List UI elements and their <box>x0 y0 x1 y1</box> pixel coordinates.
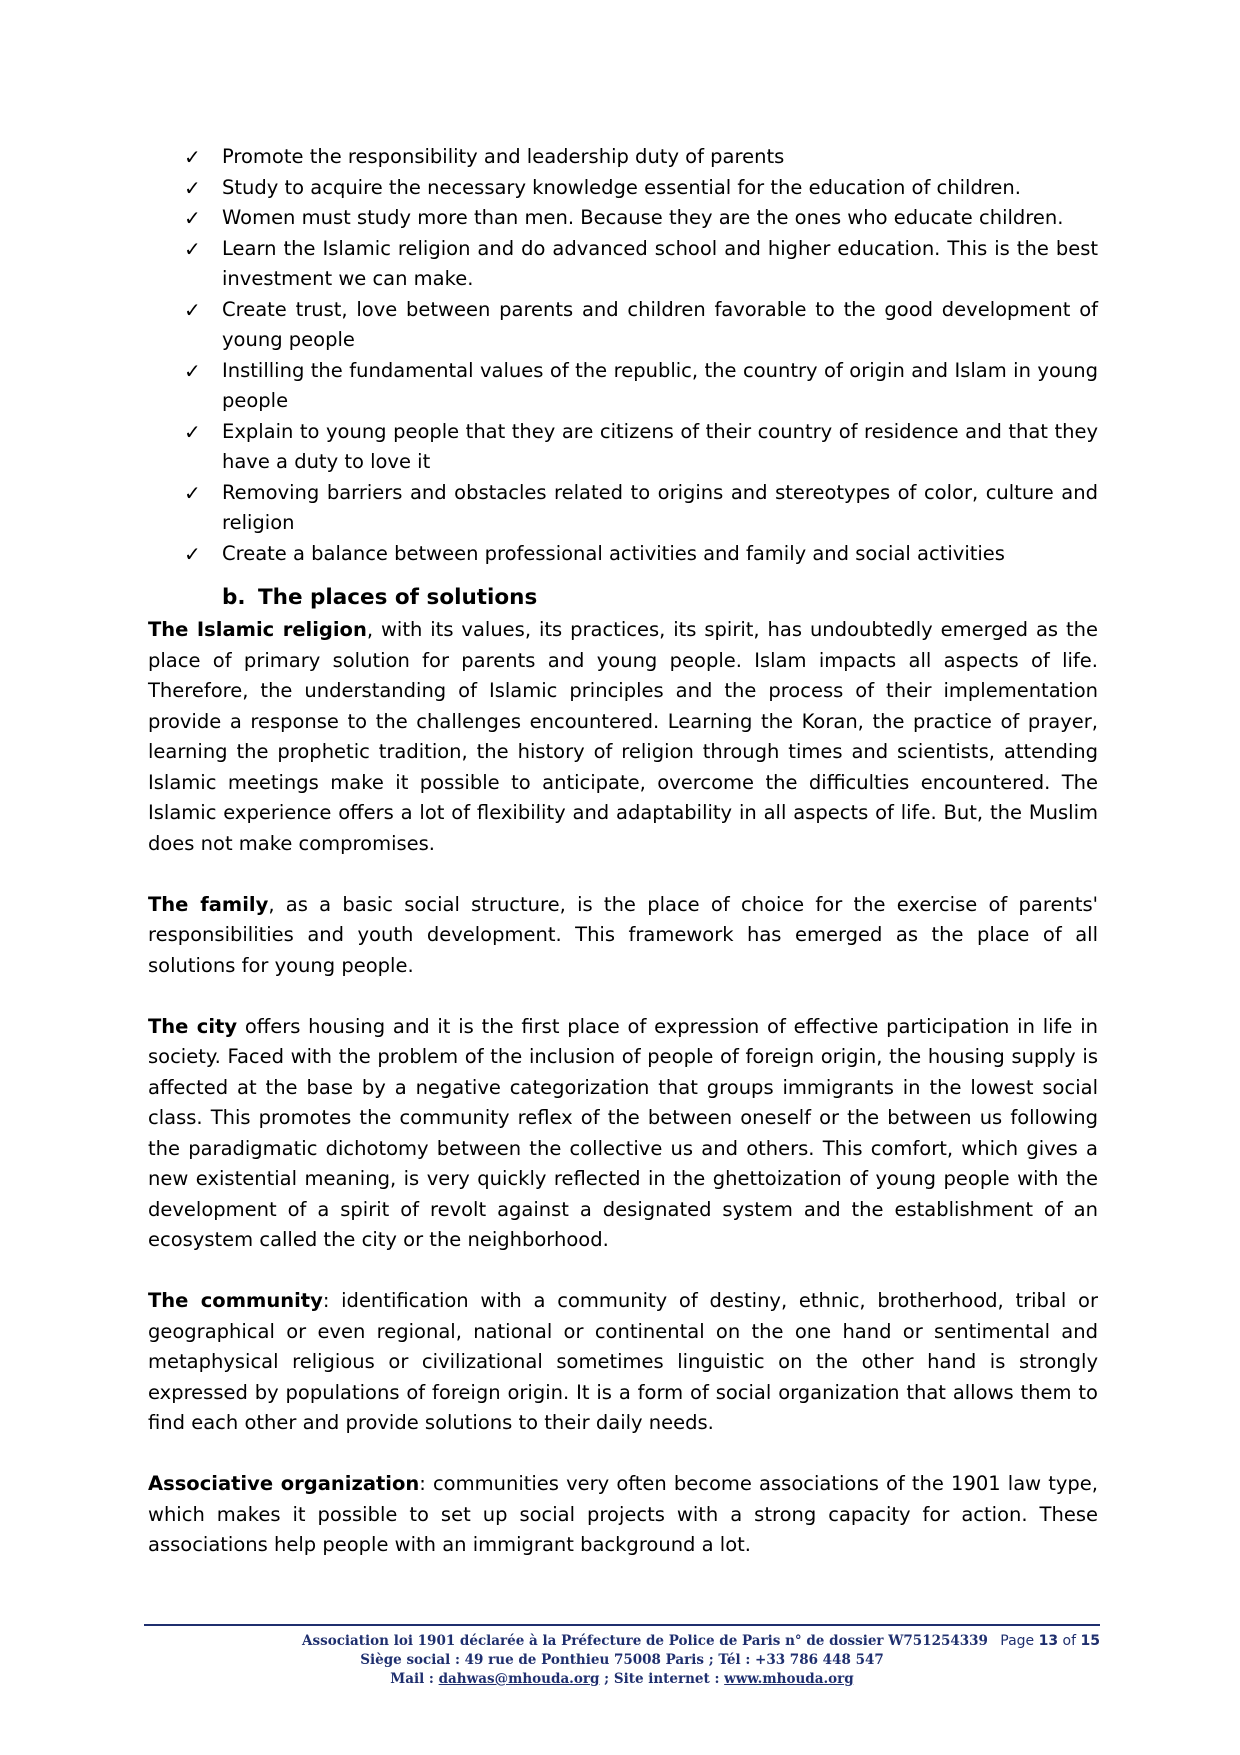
paragraph-city <box>148 1012 1098 1256</box>
paragraph-text: , as a basic social structure, is the place of choice for the exercise of parents' responsibilities and youth development. This framework has emerged as the place of all solutions for young people. <box>148 892 1098 977</box>
paragraph-term: The Islamic religion <box>148 618 367 641</box>
checklist-item-text: Study to acquire the necessary knowledge essential for the education of children. <box>222 175 1021 199</box>
checklist-item <box>148 539 1098 570</box>
checklist-item <box>148 203 1098 234</box>
checklist-item <box>148 234 1098 295</box>
paragraph-family <box>148 890 1098 982</box>
checklist-item <box>148 173 1098 204</box>
checklist-item-text: Removing barriers and obstacles related to origins and stereotypes of color, culture and religion <box>222 480 1098 534</box>
footer-line-association <box>144 1632 1100 1651</box>
page-number <box>1000 1632 1100 1651</box>
checklist-item-text: Learn the Islamic religion and do advanced school and higher education. This is the best investment we can make. <box>222 236 1098 290</box>
checklist-item-text: Create a balance between professional activities and family and social activities <box>222 541 1005 565</box>
footer-line-address: Siège social : 49 rue de Ponthieu 75008 Paris ; Tél : +33 786 448 547 <box>360 1652 884 1668</box>
checklist-item <box>148 478 1098 539</box>
checklist-item <box>148 356 1098 417</box>
footer-email-link[interactable]: dahwas@mhouda.org <box>438 1671 600 1687</box>
footer-line-contact <box>144 1670 1100 1689</box>
checkmark-icon: ✓ <box>184 419 201 444</box>
paragraph-islamic-religion <box>148 615 1098 859</box>
checklist-item <box>148 295 1098 356</box>
paragraph-associative-organization <box>148 1469 1098 1561</box>
footer-divider <box>144 1624 1100 1626</box>
checklist-item-text: Promote the responsibility and leadership duty of parents <box>222 145 785 168</box>
page-content <box>148 142 1098 1561</box>
checkmark-icon: ✓ <box>184 145 201 169</box>
section-letter: b. <box>222 585 246 610</box>
footer-website-link[interactable]: www.mhouda.org <box>724 1671 854 1687</box>
page-prefix: Page <box>1000 1633 1039 1649</box>
paragraph-term: The community <box>148 1289 323 1312</box>
checkmark-icon: ✓ <box>184 175 201 200</box>
paragraph-term: The family <box>148 892 269 916</box>
paragraph-text: , with its values, its practices, its spirit, has undoubtedly emerged as the place of primary solution for parents and young people. Islam impacts all aspects of life. Therefore, the understanding of Islamic principles and the process of their implementation provide a response to the challenges encountered. Learning the Koran, the practice of prayer, learning the prophetic tradition, the history of religion through times and scientists, attending Islamic meetings make it possible to anticipate, overcome the difficulties encountered. The Islamic experience offers a lot of flexibility and adaptability in all aspects of life. But, the Muslim does not make compromises. <box>148 618 1098 855</box>
checkmark-icon: ✓ <box>184 297 201 322</box>
checklist <box>148 142 1098 569</box>
checklist-item-text: Explain to young people that they are citizens of their country of residence and that they have a duty to love it <box>222 419 1098 473</box>
paragraph-text: : identification with a community of destiny, ethnic, brotherhood, tribal or geographical or even regional, national or continental on the one hand or sentimental and metaphysical religious or civilizational sometimes linguistic on the other hand is strongly expressed by populations of foreign origin. It is a form of social organization that allows them to find each other and provide solutions to their daily needs. <box>148 1289 1098 1434</box>
footer-association-text: Association loi 1901 déclarée à la Préfecture de Police de Paris n° de dossier W751254339 <box>302 1633 988 1649</box>
section-title: The places of solutions <box>258 585 538 610</box>
checklist-item <box>148 142 1098 173</box>
checklist-item-text: Women must study more than men. Because they are the ones who educate children. <box>222 206 1064 229</box>
checkmark-icon: ✓ <box>184 206 201 230</box>
page-current: 13 <box>1038 1633 1059 1649</box>
checklist-item <box>148 417 1098 478</box>
section-heading <box>148 581 1098 615</box>
checkmark-icon: ✓ <box>184 541 201 566</box>
paragraph-term: The city <box>148 1014 238 1038</box>
checkmark-icon: ✓ <box>184 358 201 383</box>
checklist-item-text: Create trust, love between parents and children favorable to the good development of young people <box>222 297 1098 351</box>
page-total: 15 <box>1080 1633 1100 1649</box>
paragraph-text: offers housing and it is the first place of expression of effective participation in life in society. Faced with the problem of the inclusion of people of foreign origin, the housing supply is affected at the base by a negative categorization that groups immigrants in the lowest social class. This promotes the community reflex of the between oneself or the between us following the paradigmatic dichotomy between the collective us and others. This comfort, which gives a new existential meaning, is very quickly reflected in the ghettoization of young people with the development of a spirit of revolt against a designated system and the establishment of an ecosystem called the city or the neighborhood. <box>148 1014 1098 1251</box>
page-footer <box>144 1624 1100 1689</box>
paragraph-text: : communities very often become associations of the 1901 law type, which makes it possible to set up social projects with a strong capacity for action. These associations help people with an immigrant background a lot. <box>148 1472 1099 1556</box>
footer-site-label: ; Site internet : <box>599 1671 725 1687</box>
paragraph-term: Associative organization <box>148 1472 420 1495</box>
page-of: of <box>1058 1633 1081 1649</box>
checklist-item-text: Instilling the fundamental values of the republic, the country of origin and Islam in young people <box>222 358 1098 412</box>
checkmark-icon: ✓ <box>184 480 201 505</box>
checkmark-icon: ✓ <box>184 236 201 261</box>
paragraph-community <box>148 1286 1098 1439</box>
footer-mail-label: Mail : <box>390 1671 439 1687</box>
